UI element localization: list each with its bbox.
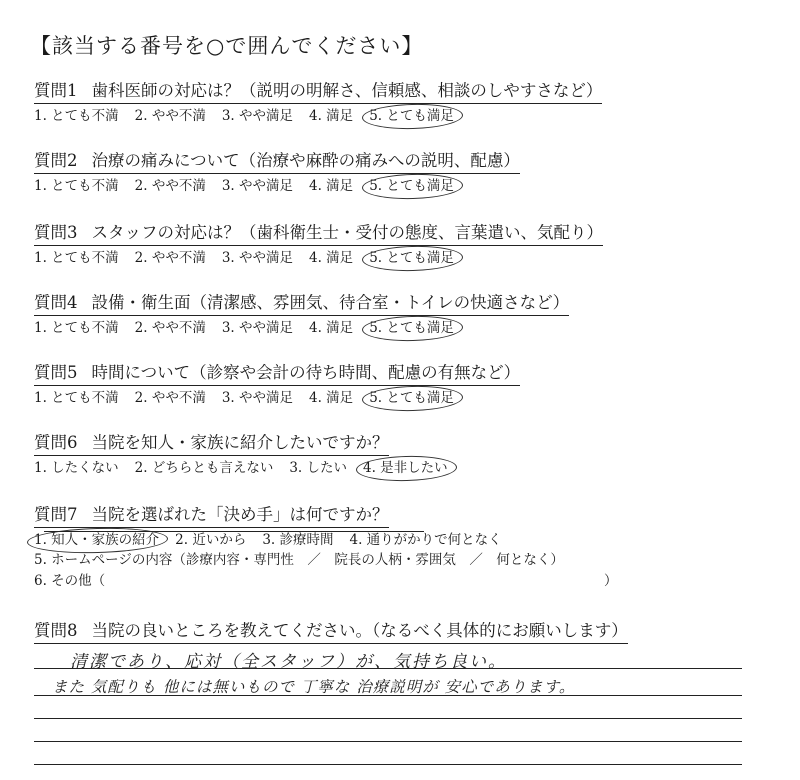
- question-6-option-1[interactable]: 1. したくない: [34, 460, 119, 476]
- question-1-option-5-circled[interactable]: 5. とても満足: [369, 108, 454, 124]
- question-7-option-3[interactable]: 3. 診療時間: [262, 532, 334, 548]
- question-4-option-4[interactable]: 4. 満足: [309, 320, 354, 336]
- question-3-option-5-circled[interactable]: 5. とても満足: [369, 250, 454, 266]
- question-5-option-2[interactable]: 2. やや不満: [134, 390, 206, 406]
- question-7-title: [34, 504, 389, 528]
- question-2-option-3[interactable]: 3. やや満足: [221, 178, 294, 194]
- question-1: [34, 80, 794, 126]
- question-4: [34, 292, 794, 338]
- question-5-title: [34, 362, 520, 386]
- question-4-options: [34, 318, 794, 338]
- question-6-title: [34, 432, 389, 456]
- question-2-title: [34, 150, 520, 174]
- question-3-text: スタッフの対応は？（歯科衛生士・受付の態度、言葉遣い、気配り）: [91, 223, 603, 242]
- question-8-title: [34, 620, 628, 644]
- question-4-title: [34, 292, 569, 316]
- question-4-option-2[interactable]: 2. やや不満: [134, 320, 206, 336]
- question-8: [34, 620, 794, 644]
- question-5-option-1[interactable]: 1. とても不満: [34, 390, 119, 406]
- question-5-text: 時間について（診察や会計の待ち時間、配慮の有無など）: [91, 363, 521, 382]
- question-5-option-3[interactable]: 3. やや満足: [221, 390, 294, 406]
- question-5-option-4[interactable]: 4. 満足: [309, 390, 354, 406]
- question-3-option-4[interactable]: 4. 満足: [309, 250, 354, 266]
- question-2: [34, 150, 794, 196]
- question-1-text: 歯科医師の対応は？（説明の明解さ、信頼感、相談のしやすさなど）: [91, 81, 603, 100]
- question-5-options: [34, 388, 794, 408]
- question-3: [34, 222, 794, 268]
- question-2-option-5-circled[interactable]: 5. とても満足: [369, 178, 454, 194]
- question-1-options: [34, 106, 794, 126]
- question-7-text: 当院を選ばれた「決め手」は何ですか？: [91, 505, 389, 524]
- question-7-number: 質問7: [34, 505, 78, 524]
- question-7-option-6[interactable]: [34, 571, 794, 592]
- answer-line-2: また 気配りも 他には無いもので 丁寧な 治療説明が 安心であります。: [52, 678, 576, 696]
- question-5-option-5-circled[interactable]: 5. とても満足: [369, 390, 454, 406]
- question-3-option-3[interactable]: 3. やや満足: [221, 250, 294, 266]
- question-1-option-1[interactable]: 1. とても不満: [34, 108, 119, 124]
- question-6: [34, 432, 794, 478]
- question-2-number: 質問2: [34, 151, 78, 170]
- question-7-options: [34, 530, 794, 550]
- question-4-option-5-circled[interactable]: 5. とても満足: [369, 320, 454, 336]
- answer-rule-4: [34, 741, 742, 742]
- strike-line: [44, 531, 424, 532]
- question-4-text: 設備・衛生面（清潔感、雰囲気、待合室・トイレの快適さなど）: [91, 293, 570, 312]
- question-8-number: 質問8: [34, 621, 78, 640]
- answer-rule-3: [34, 718, 742, 719]
- question-1-number: 質問1: [34, 81, 78, 100]
- answer-rule-1: [34, 668, 742, 669]
- option-6-label: 6. その他（: [34, 573, 106, 589]
- answer-rule-5: [34, 764, 742, 765]
- question-7: [34, 504, 794, 592]
- question-2-option-1[interactable]: 1. とても不満: [34, 178, 119, 194]
- question-4-number: 質問4: [34, 293, 78, 312]
- question-6-options: [34, 458, 794, 478]
- question-7-option-2[interactable]: 2. 近いから: [175, 532, 247, 548]
- question-1-title: [34, 80, 602, 104]
- question-2-option-2[interactable]: 2. やや不満: [134, 178, 206, 194]
- question-5: [34, 362, 794, 408]
- question-3-options: [34, 248, 794, 268]
- answer-rule-2: [34, 695, 742, 696]
- question-8-text: 当院の良いところを教えてください。（なるべく具体的にお願いします）: [91, 621, 628, 640]
- answer-line-1: 清潔であり、応対（全スタッフ）が、気持ち良い。: [70, 652, 507, 672]
- question-1-option-3[interactable]: 3. やや満足: [221, 108, 294, 124]
- question-1-option-4[interactable]: 4. 満足: [309, 108, 354, 124]
- question-6-option-3[interactable]: 3. したい: [289, 460, 348, 476]
- option-6-close: ）: [604, 573, 618, 589]
- question-7-option-1-circled[interactable]: 1. 知人・家族の紹介: [34, 532, 160, 548]
- question-6-option-4-circled[interactable]: 4. 是非したい: [363, 460, 448, 476]
- question-3-option-2[interactable]: 2. やや不満: [134, 250, 206, 266]
- form-header: 【該当する番号を○で囲んでください】: [30, 34, 424, 58]
- question-2-option-4[interactable]: 4. 満足: [309, 178, 354, 194]
- question-2-text: 治療の痛みについて（治療や麻酔の痛みへの説明、配慮）: [91, 151, 520, 170]
- question-7-option-5[interactable]: 5. ホームページの内容（診療内容・専門性 ／ 院長の人柄・雰囲気 ／ 何となく）: [34, 552, 564, 568]
- question-3-title: [34, 222, 603, 246]
- question-6-number: 質問6: [34, 433, 78, 452]
- question-5-number: 質問5: [34, 363, 78, 382]
- question-6-option-2[interactable]: 2. どちらとも言えない: [134, 460, 274, 476]
- question-7-option-4[interactable]: 4. 通りがかりで何となく: [349, 532, 502, 548]
- question-4-option-3[interactable]: 3. やや満足: [221, 320, 294, 336]
- question-3-option-1[interactable]: 1. とても不満: [34, 250, 119, 266]
- question-3-number: 質問3: [34, 223, 78, 242]
- question-2-options: [34, 176, 794, 196]
- question-1-option-2[interactable]: 2. やや不満: [134, 108, 206, 124]
- question-4-option-1[interactable]: 1. とても不満: [34, 320, 119, 336]
- question-6-text: 当院を知人・家族に紹介したいですか？: [91, 433, 389, 452]
